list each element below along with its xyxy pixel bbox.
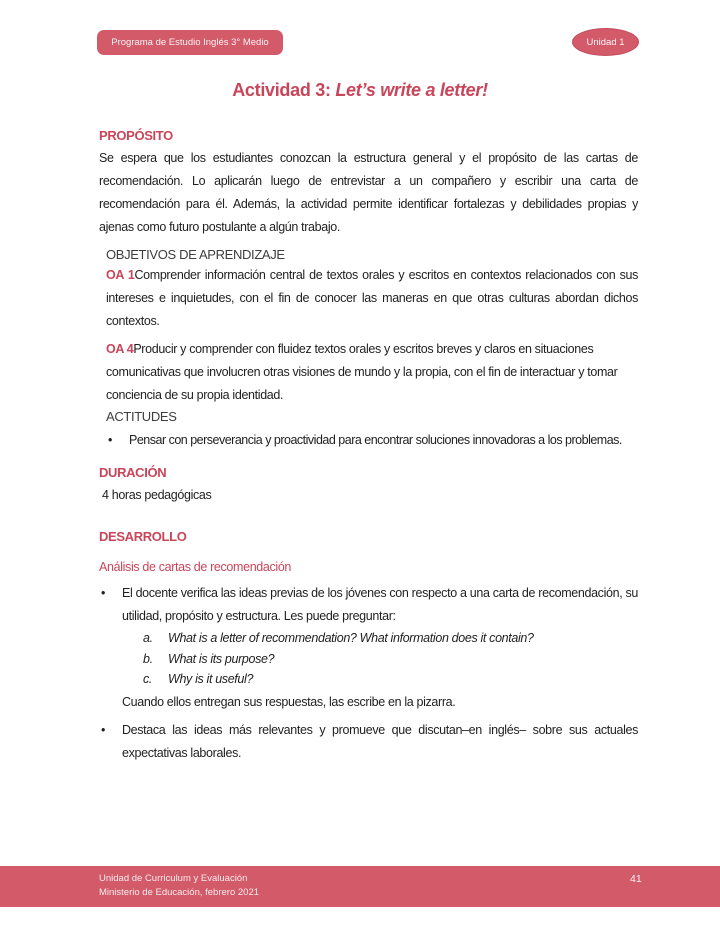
desarrollo-bullet-2 bbox=[99, 719, 638, 765]
question-letter: b. bbox=[143, 651, 153, 666]
desarrollo-bullet-2-text: Destaca las ideas más relevantes y promueve que discutan–en inglés– sobre sus actuales expectativas laborales. bbox=[122, 722, 638, 760]
question-item-b bbox=[143, 649, 638, 670]
page-title bbox=[0, 80, 720, 101]
question-item-a bbox=[143, 628, 638, 649]
title-prefix: Actividad 3: bbox=[232, 80, 336, 100]
section-desarrollo bbox=[99, 528, 638, 765]
footer-line-1: Unidad de Curriculum y Evaluación bbox=[99, 873, 248, 884]
footer-credits bbox=[99, 872, 259, 899]
desarrollo-note: Cuando ellos entregan sus respuestas, las escribe en la pizarra. bbox=[122, 694, 456, 709]
footer-line-2: Ministerio de Educación, febrero 2021 bbox=[99, 886, 260, 898]
desarrollo-bullet-1-text: El docente verifica las ideas previas de los jóvenes con respecto a una carta de recomendación, su utilidad, propósito y estructura. Les puede preguntar: bbox=[122, 586, 638, 623]
question-text: What is a letter of recommendation? What information does it contain? bbox=[168, 631, 534, 645]
proposito-body: Se espera que los estudiantes conozcan la estructura general y el propósito de las cartas de recomendación. Lo aplicarán luego de entrevistar a un compañero y escribir una carta de recomendación para él. Además, la actividad permite identificar fortalezas y debilidades propias y ajenas como futuro postulante a algún trabajo. bbox=[99, 151, 638, 234]
oa-1-text: Comprender información central de textos orales y escritos en contextos relacionados con sus intereses e inquietudes, con el fin de conocer las maneras en que otras culturas abordan dichos contextos. bbox=[106, 268, 639, 328]
question-item-c bbox=[143, 669, 638, 690]
proposito-heading: PROPÓSITO bbox=[99, 128, 173, 143]
oa-4-text: Producir y comprender con fluidez textos orales y escritos breves y claros en situaciones comunicativas que involucren otras visiones de mundo y la propia, con el fin de interactuar y tomar conciencia de su propia identidad. bbox=[106, 342, 618, 402]
section-objetivos bbox=[106, 246, 638, 407]
question-letter: c. bbox=[143, 672, 153, 686]
bullet-icon: • bbox=[101, 586, 106, 600]
oa-4-paragraph bbox=[106, 338, 638, 407]
section-actitudes bbox=[106, 408, 638, 452]
oa-1-paragraph bbox=[106, 264, 638, 333]
bullet-icon: • bbox=[108, 433, 113, 447]
oa-1-label: OA 1 bbox=[106, 268, 135, 282]
desarrollo-subheading: Análisis de cartas de recomendación bbox=[99, 560, 292, 574]
title-emphasis: Let’s write a letter! bbox=[335, 80, 488, 100]
actitudes-heading: ACTITUDES bbox=[106, 409, 177, 424]
question-text: What is its purpose? bbox=[168, 651, 275, 666]
desarrollo-bullet-1 bbox=[99, 582, 638, 628]
objetivos-heading: OBJETIVOS DE APRENDIZAJE bbox=[106, 247, 285, 262]
actitudes-bullet-item bbox=[106, 429, 638, 452]
duracion-body: 4 horas pedagógicas bbox=[102, 488, 212, 502]
question-text: Why is it useful? bbox=[168, 672, 254, 686]
page-number: 41 bbox=[630, 873, 642, 885]
unit-badge: Unidad 1 bbox=[572, 28, 639, 56]
desarrollo-heading: DESARROLLO bbox=[99, 529, 187, 544]
question-letter: a. bbox=[143, 631, 153, 645]
oa-4-label: OA 4 bbox=[106, 342, 134, 356]
question-list bbox=[143, 628, 638, 690]
bullet-icon: • bbox=[101, 722, 106, 737]
section-proposito bbox=[99, 127, 638, 239]
section-duracion bbox=[99, 464, 638, 507]
program-badge: Programa de Estudio Inglés 3° Medio bbox=[97, 30, 283, 55]
footer-bar bbox=[0, 866, 720, 907]
duracion-heading: DURACIÓN bbox=[99, 465, 167, 480]
actitudes-bullet-text: Pensar con perseverancia y proactividad para encontrar soluciones innovadoras a los problemas. bbox=[129, 433, 622, 447]
